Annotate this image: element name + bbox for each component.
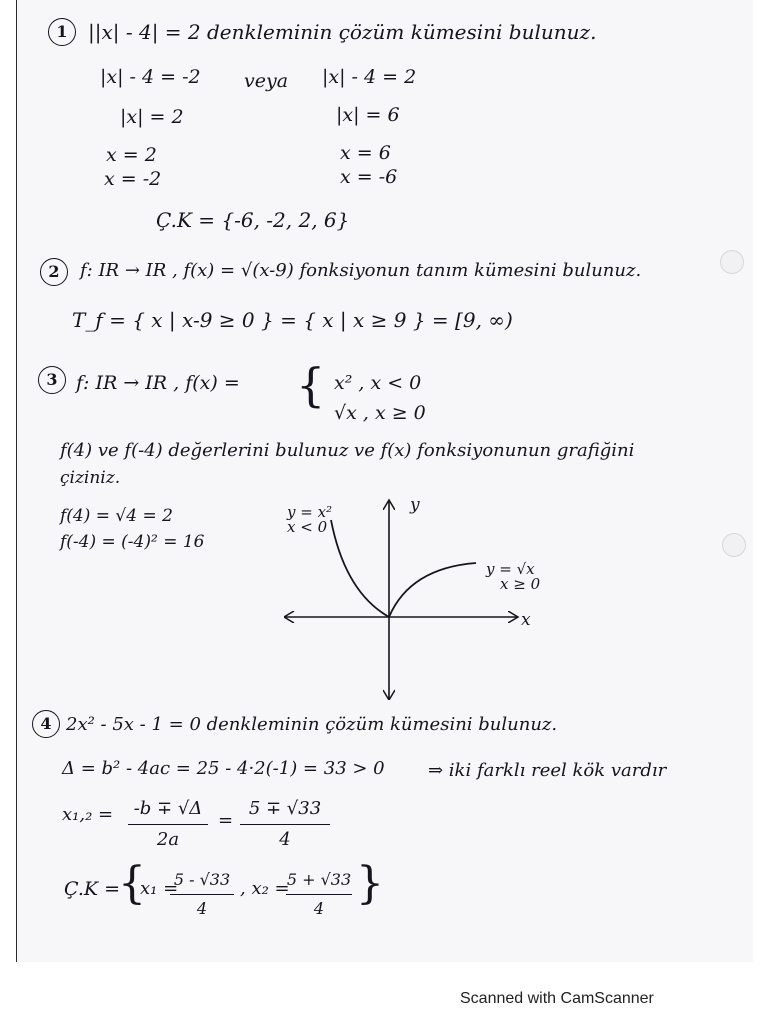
question-number-2: 2 bbox=[40, 258, 68, 286]
q4-x2-denominator: 4 bbox=[313, 899, 325, 918]
q4-roots-denominator-2: 4 bbox=[279, 829, 291, 850]
q4-roots-label: x₁,₂ = bbox=[62, 804, 114, 825]
q1-right-case: |x| - 4 = 2 bbox=[322, 66, 417, 88]
q4-question: 2x² - 5x - 1 = 0 denkleminin çözüm kümesini bulunuz. bbox=[66, 714, 558, 735]
graph-right-label-1: y = √x bbox=[486, 560, 535, 578]
graph-x-label: x bbox=[521, 610, 531, 630]
q4-open-brace: { bbox=[118, 858, 146, 909]
q1-question: ||x| - 4| = 2 denkleminin çözüm kümesini bulunuz. bbox=[88, 20, 597, 44]
curve-x-squared bbox=[331, 520, 389, 617]
q1-or: veya bbox=[244, 70, 289, 92]
q2-answer: T_f = { x | x-9 ≥ 0 } = { x | x ≥ 9 } = [9, ∞) bbox=[72, 308, 513, 332]
scanner-watermark: Scanned with CamScanner bbox=[460, 990, 654, 1007]
q4-x2-fraction bbox=[286, 872, 352, 917]
q4-x2-label: , x₂ = bbox=[240, 878, 290, 899]
q4-x1-label: x₁ = bbox=[140, 878, 179, 899]
q3-eval-2: f(-4) = (-4)² = 16 bbox=[60, 532, 205, 552]
q4-close-brace: } bbox=[356, 858, 384, 909]
q3-question-line2: çiziniz. bbox=[60, 468, 121, 488]
q4-conclusion: ⇒ iki farklı reel kök vardır bbox=[428, 760, 667, 781]
q3-question-line1: f(4) ve f(-4) değerlerini bulunuz ve f(x) fonksiyonunun grafiğini bbox=[60, 440, 635, 461]
q3-eval-1: f(4) = √4 = 2 bbox=[60, 506, 173, 526]
q3-piece2: √x , x ≥ 0 bbox=[334, 402, 426, 424]
q1-left-sol2: x = -2 bbox=[104, 168, 162, 190]
q4-roots-fraction bbox=[128, 800, 208, 849]
q3-definition: f: IR → IR , f(x) = bbox=[76, 372, 240, 394]
q1-left-abs: |x| = 2 bbox=[120, 106, 184, 128]
q4-roots-fraction-2 bbox=[240, 800, 330, 849]
q1-right-sol2: x = -6 bbox=[340, 166, 398, 188]
q4-roots-denominator: 2a bbox=[156, 829, 180, 850]
q1-left-case: |x| - 4 = -2 bbox=[100, 66, 201, 88]
graph-left-label-2: x < 0 bbox=[287, 518, 328, 536]
graph-y-label: y bbox=[410, 495, 420, 515]
q4-equals: = bbox=[218, 810, 234, 831]
q4-x1-numerator: 5 - √33 bbox=[173, 870, 231, 889]
piecewise-brace: { bbox=[296, 358, 326, 412]
q1-left-sol1: x = 2 bbox=[106, 144, 157, 166]
curve-sqrt bbox=[389, 563, 476, 617]
graph-left-label-1: y = x² bbox=[287, 503, 333, 521]
question-number-3: 3 bbox=[38, 366, 66, 394]
q4-delta: Δ = b² - 4ac = 25 - 4·2(-1) = 33 > 0 bbox=[62, 758, 385, 779]
q4-roots-numerator: -b ∓ √Δ bbox=[133, 798, 203, 819]
q4-roots-numerator-2: 5 ∓ √33 bbox=[248, 798, 322, 819]
graph-right-label-2: x ≥ 0 bbox=[500, 575, 541, 593]
q4-x2-numerator: 5 + √33 bbox=[286, 870, 352, 889]
q4-ck-label: Ç.K = bbox=[64, 878, 121, 900]
q2-question: f: IR → IR , f(x) = √(x-9) fonksiyonun tanım kümesini bulunuz. bbox=[80, 260, 642, 281]
q4-x1-denominator: 4 bbox=[196, 899, 208, 918]
question-number-4: 4 bbox=[32, 710, 60, 738]
q3-piece1: x² , x < 0 bbox=[334, 372, 422, 394]
question-number-1: 1 bbox=[48, 18, 76, 46]
q4-x1-fraction bbox=[170, 872, 234, 917]
q1-answer: Ç.K = {-6, -2, 2, 6} bbox=[156, 208, 350, 232]
q1-right-abs: |x| = 6 bbox=[336, 104, 400, 126]
q1-right-sol1: x = 6 bbox=[340, 142, 391, 164]
